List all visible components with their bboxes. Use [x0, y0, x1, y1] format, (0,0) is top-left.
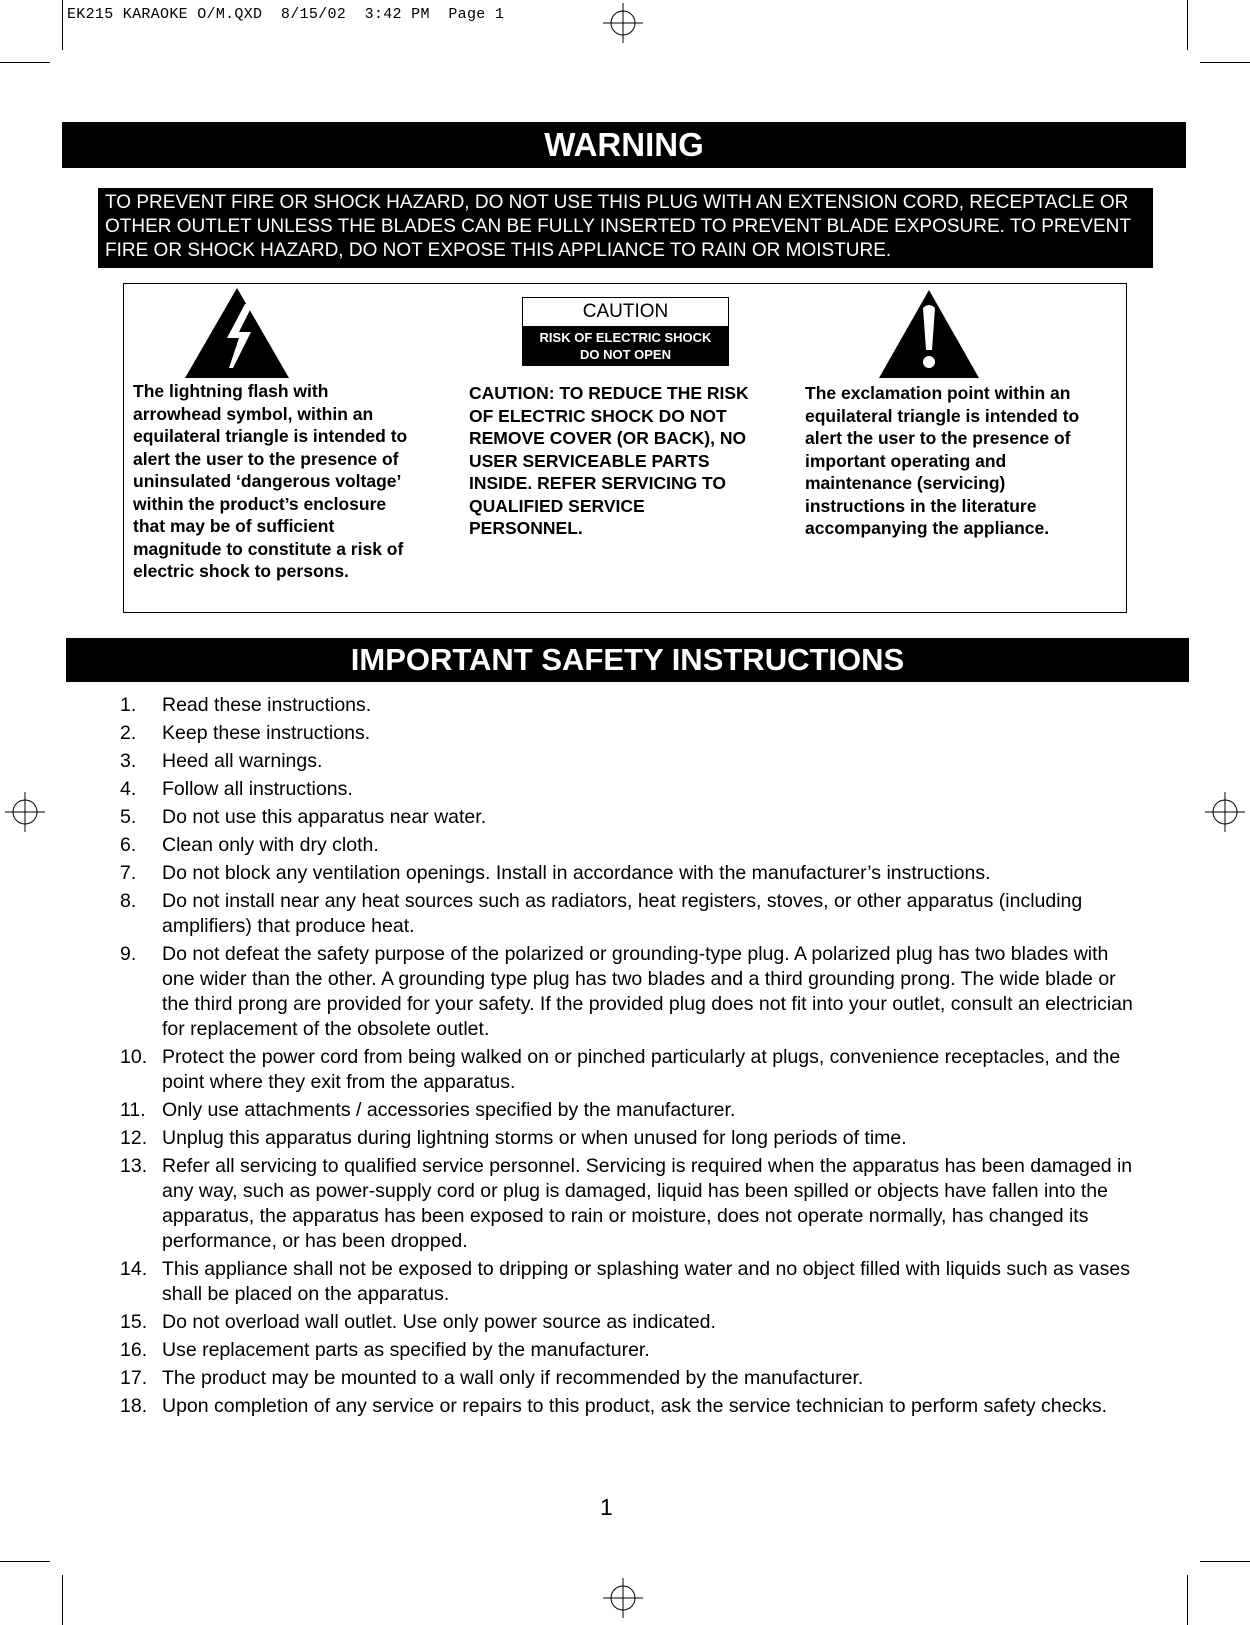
item-number: 13.	[120, 1155, 148, 1177]
list-item	[120, 693, 1140, 718]
item-number: 7.	[120, 862, 137, 884]
item-text: Refer all servicing to qualified service personnel. Servicing is required when the apparatus has been damaged in any way, such as power-supply cord or plug is damaged, liquid has been spilled or objects have fallen into the apparatus, the apparatus has been exposed to rain or moisture, does not operate normally, has changed its performance, or has been dropped.	[162, 1155, 1133, 1252]
item-text: Protect the power cord from being walked on or pinched particularly at plugs, convenience receptacles, and the point where they exit from the apparatus.	[162, 1046, 1121, 1093]
page-number: 1	[600, 1494, 613, 1520]
item-number: 10.	[120, 1046, 148, 1068]
exclamation-description: The exclamation point within an equilateral triangle is intended to alert the user to the presence of important operating and maintenance (servicing) instructions in the literature accompanying the appliance.	[805, 383, 1080, 538]
crop-mark	[0, 62, 50, 63]
item-text: Only use attachments / accessories specified by the manufacturer.	[162, 1099, 736, 1121]
item-text: Do not install near any heat sources such as radiators, heat registers, stoves, or other apparatus (including amplifiers) that produce heat.	[162, 890, 1083, 937]
list-item	[120, 1338, 1140, 1363]
warning-heading: WARNING	[62, 122, 1186, 168]
item-text: Keep these instructions.	[162, 722, 371, 744]
list-item	[120, 942, 1140, 1042]
list-item	[120, 805, 1140, 830]
item-text: Do not use this apparatus near water.	[162, 806, 487, 828]
list-item	[120, 1257, 1140, 1307]
warning-text-box: TO PREVENT FIRE OR SHOCK HAZARD, DO NOT USE THIS PLUG WITH AN EXTENSION CORD, RECEPTACLE OR OTHER OUTLET UNLESS THE BLADES CAN BE FULLY INSERTED TO PREVENT BLADE EXPOSURE. TO PREVENT FIRE OR SHOCK HAZARD, DO NOT EXPOSE THIS APPLIANCE TO RAIN OR MOISTURE.	[98, 188, 1153, 268]
safety-instructions-heading: IMPORTANT SAFETY INSTRUCTIONS	[66, 638, 1189, 682]
item-text: This appliance shall not be exposed to dripping or splashing water and no object filled with liquids such as vases shall be placed on the apparatus.	[162, 1258, 1130, 1305]
list-item	[120, 833, 1140, 858]
item-text: Follow all instructions.	[162, 778, 353, 800]
list-item	[120, 749, 1140, 774]
item-number: 17.	[120, 1367, 148, 1389]
list-item	[120, 1394, 1140, 1419]
crop-mark	[1187, 0, 1188, 50]
item-number: 4.	[120, 778, 137, 800]
safety-instructions-list	[120, 693, 1140, 1422]
registration-mark-icon	[5, 792, 45, 832]
caution-description: CAUTION: TO REDUCE THE RISK OF ELECTRIC SHOCK DO NOT REMOVE COVER (OR BACK), NO USER SERVICEABLE PARTS INSIDE. REFER SERVICING TO QUALIFIED SERVICE PERSONNEL.	[469, 383, 749, 538]
caution-label	[522, 297, 729, 366]
item-number: 8.	[120, 890, 137, 912]
item-text: Do not overload wall outlet. Use only power source as indicated.	[162, 1311, 716, 1333]
registration-mark-icon	[1205, 792, 1245, 832]
list-item	[120, 1310, 1140, 1335]
item-number: 14.	[120, 1258, 148, 1280]
item-text: The product may be mounted to a wall only if recommended by the manufacturer.	[162, 1367, 864, 1389]
item-text: Do not defeat the safety purpose of the polarized or grounding-type plug. A polarized plug has two blades with one wider than the other. A grounding type plug has two blades and a third grounding prong. The wide blade or the third prong are provided for your safety. If the provided plug does not fit into your outlet, consult an electrician for replacement of the obsolete outlet.	[162, 943, 1133, 1040]
item-number: 9.	[120, 943, 137, 965]
list-item	[120, 861, 1140, 886]
item-number: 2.	[120, 722, 137, 744]
item-text: Do not block any ventilation openings. Install in accordance with the manufacturer’s instructions.	[162, 862, 991, 884]
crop-mark	[0, 1561, 50, 1562]
exclamation-triangle-icon	[877, 288, 981, 380]
crop-mark	[1200, 62, 1250, 63]
caution-label-line: RISK OF ELECTRIC SHOCK	[539, 330, 712, 345]
item-number: 12.	[120, 1127, 148, 1149]
crop-mark	[1200, 1561, 1250, 1562]
item-number: 5.	[120, 806, 137, 828]
crop-mark	[62, 0, 63, 50]
item-number: 3.	[120, 750, 137, 772]
item-text: Read these instructions.	[162, 694, 372, 716]
list-item	[120, 1366, 1140, 1391]
crop-mark	[1187, 1575, 1188, 1625]
item-number: 11.	[120, 1099, 146, 1121]
lightning-triangle-icon	[183, 286, 291, 380]
item-number: 18.	[120, 1395, 148, 1417]
caution-label-warning	[523, 326, 728, 365]
caution-label-line: DO NOT OPEN	[579, 347, 671, 362]
lightning-description: The lightning flash with arrowhead symbol, within an equilateral triangle is intended to alert the user to the presence of uninsulated ‘dangerous voltage’ within the product’s enclosure that may be of sufficient magnitude to constitute a risk of electric shock to persons.	[133, 381, 408, 581]
item-text: Clean only with dry cloth.	[162, 834, 379, 856]
caution-label-title: CAUTION	[582, 301, 669, 322]
registration-mark-icon	[603, 1578, 643, 1618]
item-number: 15.	[120, 1311, 148, 1333]
list-item	[120, 1098, 1140, 1123]
list-item	[120, 889, 1140, 939]
list-item	[120, 1045, 1140, 1095]
item-text: Heed all warnings.	[162, 750, 323, 772]
list-item	[120, 777, 1140, 802]
crop-mark	[62, 1575, 63, 1625]
item-number: 16.	[120, 1339, 148, 1361]
list-item	[120, 1126, 1140, 1151]
print-slug-line: EK215 KARAOKE O/M.QXD 8/15/02 3:42 PM Page 1	[67, 6, 505, 23]
item-number: 6.	[120, 834, 137, 856]
item-number: 1.	[120, 694, 137, 716]
list-item	[120, 721, 1140, 746]
item-text: Upon completion of any service or repairs to this product, ask the service technician to perform safety checks.	[162, 1395, 1108, 1417]
item-text: Use replacement parts as specified by the manufacturer.	[162, 1339, 650, 1361]
item-text: Unplug this apparatus during lightning storms or when unused for long periods of time.	[162, 1127, 907, 1149]
list-item	[120, 1154, 1140, 1254]
registration-mark-icon	[603, 3, 643, 43]
